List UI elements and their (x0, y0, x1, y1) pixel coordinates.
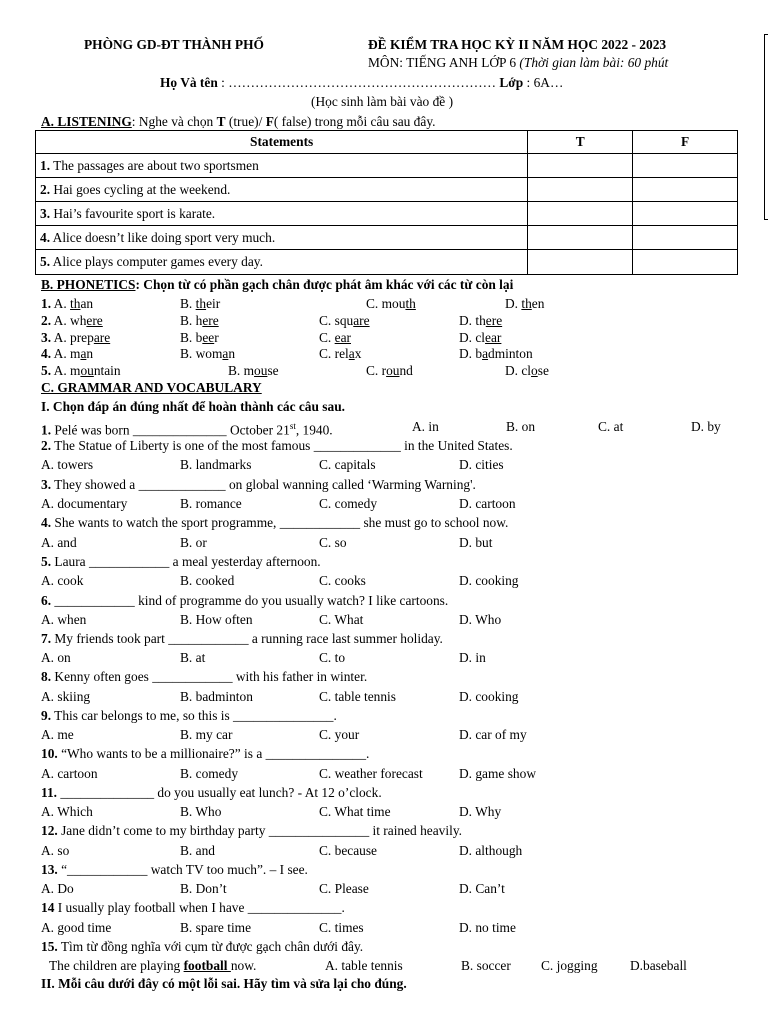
false-cell[interactable] (633, 226, 738, 250)
opt-d-rest: dminton (488, 346, 533, 361)
statement-cell (36, 154, 528, 178)
opt-d: D.baseball (630, 958, 687, 973)
opt-d: D. (505, 296, 522, 311)
statement-text: Hai goes cycling at the weekend. (50, 181, 231, 197)
opt-a-rest: an (80, 296, 94, 311)
opt-b: B. my car (180, 727, 233, 742)
opt-b: B. at (180, 650, 206, 665)
opt-a: A. good time (41, 920, 112, 935)
opt-b-rest: se (267, 363, 279, 378)
opt-b: B. badminton (180, 689, 253, 704)
col-true: T (528, 131, 633, 154)
statement-text: Alice plays computer games every day. (50, 254, 263, 269)
false-cell[interactable] (633, 178, 738, 202)
opt-d: D. th (459, 313, 486, 328)
opt-b: B. (180, 296, 196, 311)
opt-c: C. to (319, 650, 346, 665)
opt-a: A. m (51, 346, 81, 361)
opt-d: D. by (691, 419, 721, 434)
grammar-part2: II. Mỗi câu dưới đây có một lỗi sai. Hãy tìm và sửa lại cho đúng. (41, 976, 407, 991)
opt-a: A. m (51, 363, 81, 378)
listening-heading (41, 114, 436, 130)
opt-c: C. squ (319, 313, 354, 328)
opt-d: D. but (459, 535, 493, 550)
opt-d-underline: o (531, 363, 538, 378)
opt-a: A. so (41, 843, 70, 858)
q-num: 4. (41, 515, 52, 530)
opt-d-rest: en (531, 296, 545, 311)
opt-a: A. (51, 296, 71, 311)
opt-b-rest: n (228, 346, 236, 361)
q-text: Pelé was born ______________ October 21 (51, 422, 290, 438)
opt-a: A. cook (41, 573, 84, 588)
q-text: Tìm từ đồng nghĩa với cụm từ được gạch chân dưới đây. (57, 939, 364, 954)
opt-d-underline: ere (485, 313, 503, 328)
opt-a-underline: th (70, 296, 81, 311)
grammar-q9 (41, 707, 337, 724)
col-statements: Statements (36, 131, 528, 154)
opt-a: A. wh (51, 313, 87, 328)
opt-c: C. at (598, 419, 624, 434)
q-text: She wants to watch the sport programme, ____________ she must go to school now. (51, 515, 509, 530)
opt-b: B. cooked (180, 573, 235, 588)
opt-b: B. romance (180, 496, 242, 511)
opt-b: B. h (180, 313, 203, 328)
true-cell[interactable] (528, 226, 633, 250)
opt-b: B. b (180, 330, 203, 345)
true-cell[interactable] (528, 178, 633, 202)
name-class-line (160, 75, 563, 91)
opt-d-underline: a (482, 346, 489, 361)
opt-c: C. What (319, 612, 364, 627)
opt-a: A. skiing (41, 689, 91, 704)
q-text: Laura ____________ a meal yesterday afternoon. (51, 554, 321, 569)
opt-c: C. because (319, 843, 378, 858)
table-row (36, 202, 738, 226)
sentence-text: The children are playing (49, 958, 184, 973)
opt-d: D. although (459, 843, 523, 858)
phonetics-title: B. PHONETICS (41, 277, 136, 292)
q-num: 14 (41, 900, 55, 915)
sentence-end: now. (230, 958, 257, 973)
listening-instr-mid: (true)/ (225, 114, 266, 129)
opt-a: A. me (41, 727, 74, 742)
subject: MÔN: TIẾNG ANH LỚP 6 (368, 55, 517, 70)
opt-d: D. cartoon (459, 496, 516, 511)
sentence-underline: football (183, 958, 231, 973)
opt-d: D. cooking (459, 573, 519, 588)
opt-a-underline: ere (86, 313, 103, 328)
opt-d: D. cl (459, 330, 486, 345)
statement-cell (36, 250, 528, 275)
q-num: 3. (41, 477, 52, 492)
opt-c-rest: nd (399, 363, 413, 378)
opt-c-rest: x (354, 346, 362, 361)
false-cell[interactable] (633, 154, 738, 178)
opt-b: B. spare time (180, 920, 252, 935)
q-text: “Who wants to be a millionaire?” is a _______________. (57, 746, 370, 761)
instruction: (Học sinh làm bài vào đề ) (311, 94, 454, 109)
opt-a: A. table tennis (325, 958, 403, 973)
grammar-q15 (41, 938, 363, 955)
q-num: 9. (41, 708, 52, 723)
opt-c: C. jogging (541, 958, 598, 973)
opt-a: A. documentary (41, 496, 128, 511)
opt-c: C. cooks (319, 573, 366, 588)
opt-b-rest: r (214, 330, 219, 345)
grammar-q7 (41, 630, 443, 647)
opt-c-underline: a (348, 346, 355, 361)
opt-b: B. Who (180, 804, 222, 819)
opt-a-rest: ntain (93, 363, 121, 378)
q-text: Jane didn’t come to my birthday party _______________ it rained heavily. (57, 823, 462, 838)
grammar-title: C. GRAMMAR AND VOCABULARY (41, 380, 262, 395)
opt-c: C. table tennis (319, 689, 396, 704)
opt-a: A. on (41, 650, 71, 665)
opt-a: A. and (41, 535, 77, 550)
opt-d: D. no time (459, 920, 516, 935)
q-num: 2. (41, 438, 52, 453)
opt-b-underline: th (195, 296, 207, 311)
opt-c: C. Please (319, 881, 369, 896)
opt-c: C. weather forecast (319, 766, 423, 781)
opt-a: A. prep (51, 330, 94, 345)
statement-num: 4. (40, 229, 51, 245)
statement-num: 5. (40, 254, 51, 269)
opt-b: B. wom (180, 346, 223, 361)
statement-text: The passages are about two sportsmen (50, 157, 259, 173)
q-text: The Statue of Liberty is one of the most famous _____________ in the United States. (51, 438, 513, 453)
statement-cell (36, 178, 528, 202)
q-num: 2. (41, 313, 52, 328)
opt-c-underline: th (405, 296, 416, 311)
opt-d: D. cooking (459, 689, 519, 704)
opt-c: C. r (366, 363, 387, 378)
opt-b-underline: ee (202, 330, 215, 345)
opt-c: C. mou (366, 296, 406, 311)
statement-text: Alice doesn’t like doing sport very much. (50, 229, 276, 245)
q-text: My friends took part ____________ a running race last summer holiday. (51, 631, 443, 646)
opt-c-underline: are (353, 313, 370, 328)
opt-d: D. Why (459, 804, 502, 819)
q-text: Kenny often goes ____________ with his father in winter. (51, 669, 368, 684)
opt-d: D. b (459, 346, 483, 361)
q-text: “____________ watch TV too much”. – I see. (57, 862, 308, 877)
table-row (36, 178, 738, 202)
q-num: 4. (41, 346, 52, 361)
q-num: 6. (41, 593, 52, 608)
opt-d: D. cities (459, 457, 504, 472)
opt-a: A. in (412, 419, 439, 434)
opt-a-rest: n (86, 346, 94, 361)
q-num: 12. (41, 823, 58, 838)
phonetics-instr: : Chọn từ có phần gạch chân được phát âm khác với các từ còn lại (135, 277, 514, 292)
opt-c: C. comedy (319, 496, 378, 511)
name-field: : …………………………………………………… (217, 75, 500, 90)
q-num: 3. (41, 330, 52, 345)
q-text: ____________ kind of programme do you usually watch? I like cartoons. (51, 593, 449, 608)
q-num: 15. (41, 939, 58, 954)
grammar-part1: I. Chọn đáp án đúng nhất để hoàn thành các câu sau. (41, 399, 346, 414)
opt-b: B. on (506, 419, 536, 434)
opt-d-rest: se (537, 363, 549, 378)
table-row (36, 154, 738, 178)
opt-b: B. soccer (461, 958, 511, 973)
opt-b: B. m (228, 363, 255, 378)
opt-b: B. and (180, 843, 215, 858)
q-num: 13. (41, 862, 58, 877)
opt-a: A. Do (41, 881, 74, 896)
opt-a: A. Which (41, 804, 93, 819)
grammar-q2 (41, 437, 513, 454)
opt-c: C. so (319, 535, 347, 550)
opt-b-rest: eir (206, 296, 221, 311)
statement-num: 3. (40, 205, 51, 221)
statement-cell (36, 226, 528, 250)
class-value: : 6A… (523, 75, 564, 90)
q-num: 5. (41, 554, 52, 569)
opt-b: B. or (180, 535, 207, 550)
true-cell[interactable] (528, 250, 633, 275)
opt-c: C. (319, 330, 335, 345)
q-sup: st (289, 421, 296, 431)
true-cell[interactable] (528, 202, 633, 226)
office-name: PHÒNG GD-ĐT THÀNH PHỐ (84, 37, 264, 52)
statement-cell (36, 202, 528, 226)
q-num: 8. (41, 669, 52, 684)
opt-c: C. your (319, 727, 360, 742)
grammar-q10 (41, 745, 369, 762)
opt-d: D. cl (505, 363, 532, 378)
opt-d: D. Who (459, 612, 502, 627)
opt-d-underline: th (521, 296, 532, 311)
q-num: 11. (41, 785, 57, 800)
page-edge-tick-bottom (764, 219, 768, 220)
false-cell[interactable] (633, 250, 738, 275)
opt-a-underline: ou (80, 363, 94, 378)
subject-line (368, 55, 668, 71)
opt-a-underline: are (93, 330, 111, 345)
opt-d: D. game show (459, 766, 536, 781)
grammar-q6 (41, 592, 448, 609)
listening-table (35, 130, 738, 275)
grammar-q13 (41, 861, 308, 878)
opt-d: D. in (459, 650, 486, 665)
opt-c-underline: ear (334, 330, 351, 345)
table-header-row (36, 131, 738, 154)
opt-b: B. comedy (180, 766, 239, 781)
grammar-q11 (41, 784, 382, 801)
opt-a-underline: a (80, 346, 87, 361)
q-num: 1. (41, 296, 52, 311)
q-text-end: , 1940. (295, 422, 333, 438)
name-label: Họ Và tên (160, 75, 218, 90)
exam-title: ĐỀ KIỂM TRA HỌC KỲ II NĂM HỌC 2022 - 2023 (368, 37, 667, 52)
grammar-q8 (41, 668, 367, 685)
opt-d: D. car of my (459, 727, 527, 742)
opt-a: A. towers (41, 457, 94, 472)
class-label: Lớp (499, 75, 524, 90)
listening-instr-post: ( false) trong mỗi câu sau đây. (273, 114, 436, 129)
page-edge-line (764, 34, 765, 220)
opt-c: C. rel (319, 346, 349, 361)
grammar-q14 (41, 899, 345, 916)
phonetics-heading (41, 277, 513, 293)
q-num: 7. (41, 631, 52, 646)
listening-instr-pre: : Nghe và chọn (131, 114, 217, 129)
listening-title: A. LISTENING (41, 114, 132, 129)
q-num: 1. (41, 422, 52, 438)
table-row (36, 226, 738, 250)
grammar-q4 (41, 514, 508, 531)
opt-c: C. times (319, 920, 364, 935)
opt-c: C. capitals (319, 457, 376, 472)
opt-b: B. landmarks (180, 457, 252, 472)
false-cell[interactable] (633, 202, 738, 226)
statement-num: 1. (40, 157, 51, 173)
page-edge-tick-top (764, 34, 768, 35)
opt-a: A. cartoon (41, 766, 98, 781)
opt-c-underline: ou (386, 363, 400, 378)
table-row (36, 250, 738, 275)
statement-text: Hai’s favourite sport is karate. (50, 205, 216, 221)
opt-b: B. How often (180, 612, 253, 627)
opt-b-underline: a (222, 346, 229, 361)
opt-b: B. Don’t (180, 881, 227, 896)
grammar-q12 (41, 822, 462, 839)
opt-b-underline: ere (202, 313, 219, 328)
q-num: 5. (41, 363, 52, 378)
listening-instr-f: F (265, 114, 274, 129)
grammar-q3 (41, 476, 476, 493)
statement-num: 2. (40, 181, 51, 197)
time-note: (Thời gian làm bài: 60 phút (519, 55, 669, 70)
q-text: ______________ do you usually eat lunch? - At 12 o’clock. (57, 785, 382, 800)
opt-d: D. Can’t (459, 881, 505, 896)
q-text: I usually play football when I have ______________. (54, 900, 345, 915)
listening-instr-t: T (216, 114, 226, 129)
opt-a: A. when (41, 612, 87, 627)
true-cell[interactable] (528, 154, 633, 178)
q-text: This car belongs to me, so this is _______________. (51, 708, 337, 723)
opt-b-underline: ou (254, 363, 268, 378)
q-num: 10. (41, 746, 58, 761)
q-text: They showed a _____________ on global wanning called ‘Warming Warning'. (51, 477, 476, 492)
grammar-q5 (41, 553, 321, 570)
col-false: F (633, 131, 738, 154)
opt-c: C. What time (319, 804, 391, 819)
opt-d-underline: ear (485, 330, 502, 345)
